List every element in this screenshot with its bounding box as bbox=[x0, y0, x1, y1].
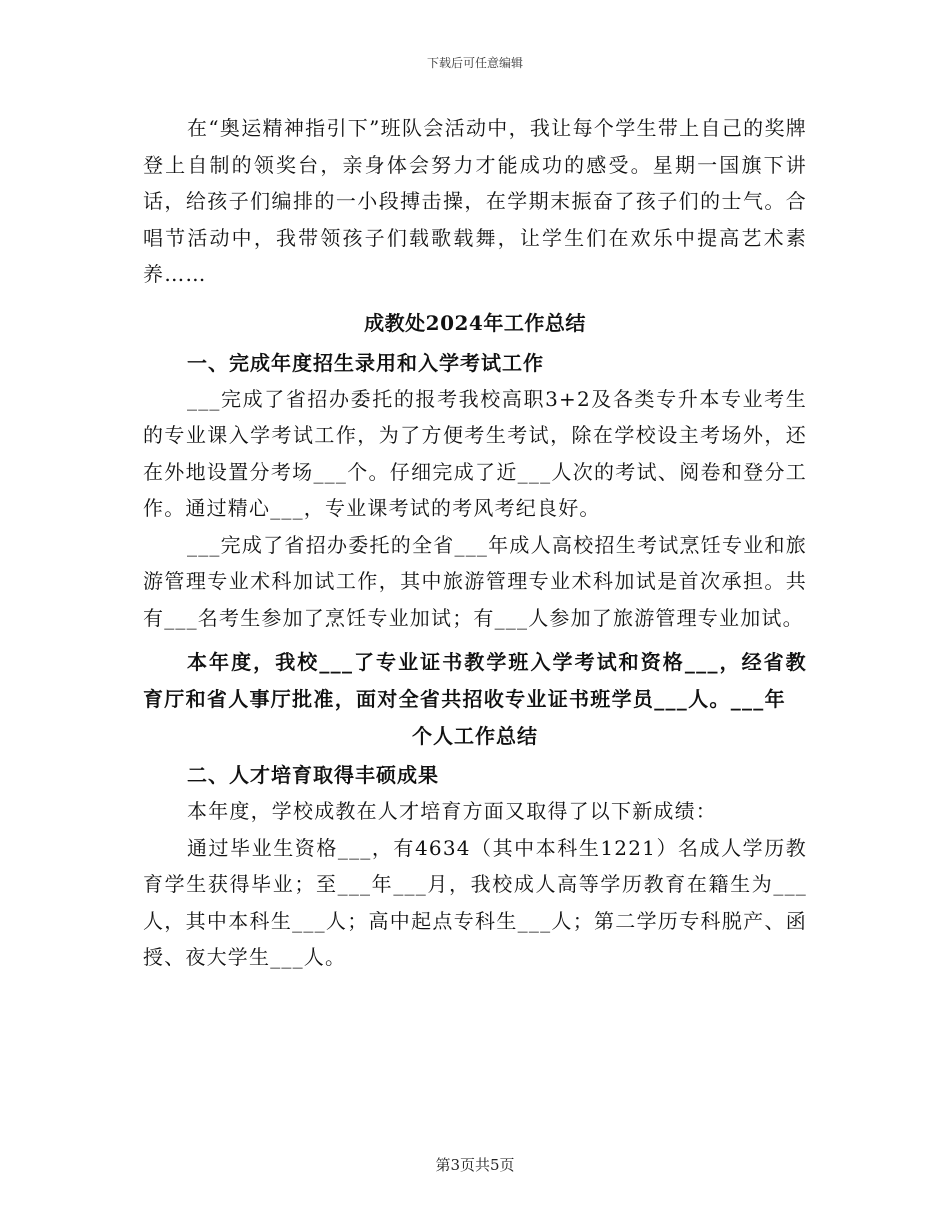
section-2-paragraph-1: 本年度，学校成教在人才培育方面又取得了以下新成绩： bbox=[187, 799, 717, 823]
section-1-bold-center-line: 个人工作总结 bbox=[412, 724, 538, 748]
section-1-heading: 一、完成年度招生录用和入学考试工作 bbox=[187, 350, 544, 375]
intro-paragraph: 在“奥运精神指引下”班队会活动中，我让每个学生带上自己的奖牌登上自制的领奖台，亲身体会努力才能成功的感受。星期一国旗下讲话，给孩子们编排的一小段搏击操，在学期末振奋了孩子们的士气。合唱节活动中，我带领孩子们载歌载舞，让学生们在欢乐中提高艺术素养…… bbox=[143, 116, 807, 286]
section-1-paragraph-2: ___完成了省招办委托的全省___年成人高校招生考试烹饪专业和旅游管理专业术科加试工作，其中旅游管理专业术科加试是首次承担。共有___名考生参加了烹饪专业加试；有___人参加了旅游管理专业加试。 bbox=[143, 532, 807, 630]
document-title: 成教处2024年工作总结 bbox=[364, 310, 586, 335]
section-1-bold-paragraph: 本年度，我校___了专业证书教学班入学考试和资格___，经省教育厅和省人事厅批准，面对全省共招收专业证书班学员___人。___年 bbox=[143, 650, 807, 711]
section-2-paragraph-2: 通过毕业生资格___，有4634（其中本科生1221）名成人学历教育学生获得毕业；至___年___月，我校成人高等学历教育在籍生为___人，其中本科生___人；高中起点专科生___人；第二学历专科脱产、函授、夜大学生___人。 bbox=[143, 835, 807, 969]
section-1-paragraph-1: ___完成了省招办委托的报考我校高职3+2及各类专升本专业考生的专业课入学考试工作，为了方便考生考试，除在学校设主考场外，还在外地设置分考场___个。仔细完成了近___人次的考试、阅卷和登分工作。通过精心___，专业课考试的考风考纪良好。 bbox=[143, 386, 807, 520]
document-body bbox=[143, 110, 807, 976]
header-note: 下载后可任意编辑 bbox=[426, 56, 523, 70]
page-number: 第3页共5页 bbox=[435, 1156, 515, 1174]
section-2-heading: 二、人才培育取得丰硕成果 bbox=[187, 763, 439, 787]
